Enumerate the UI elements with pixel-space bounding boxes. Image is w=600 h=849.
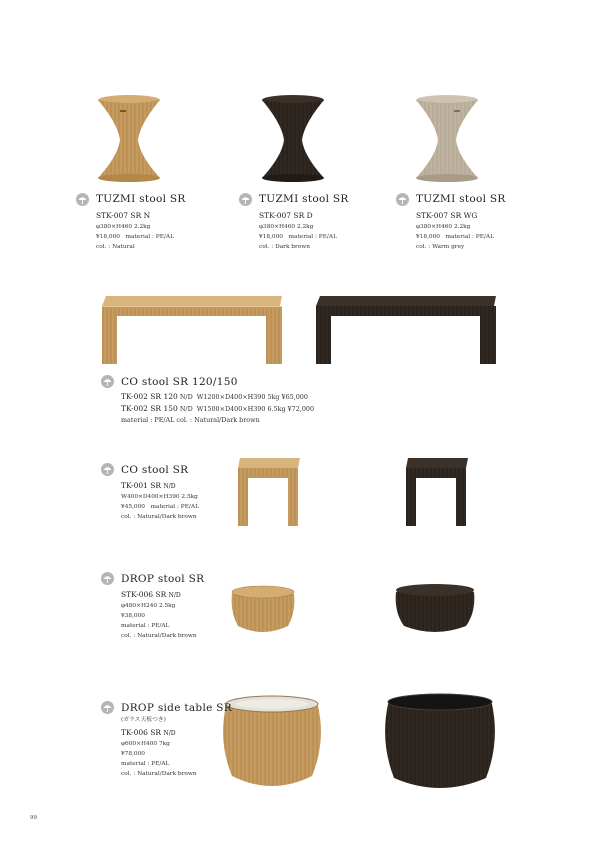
product-specs: φ480×H240 2.5kg ¥38,000 material : PE/AL col. : Natural/Dark brown <box>121 603 197 639</box>
product-specs: φ380×H460 2.2kg ¥18,000 material : PE/AL col. : Dark brown <box>259 224 337 250</box>
product-specs: φ380×H460 2.2kg ¥18,000 material : PE/AL col. : Warm grey <box>416 224 494 250</box>
co-bench-natural-image <box>100 294 285 366</box>
product-code: STK-007 SR N <box>96 211 151 220</box>
drop-stool-natural-image <box>228 582 298 638</box>
product-code: STK-006 SR N/D <box>121 590 181 599</box>
umbrella-outdoor-icon <box>101 375 114 388</box>
product-code: TK-001 SR N/D <box>121 481 176 490</box>
umbrella-outdoor-icon <box>101 463 114 476</box>
umbrella-outdoor-icon <box>101 572 114 585</box>
co-bench-dark-brown-image <box>314 294 499 366</box>
product-title: TUZMI stool SR <box>416 193 506 205</box>
product-code: STK-007 SR WG <box>416 211 478 220</box>
drop-stool-dark-brown-image <box>392 580 478 638</box>
product-title: DROP side table SR <box>121 702 232 714</box>
product-title: CO stool SR <box>121 464 189 476</box>
drop-side-table-dark-brown-image <box>380 690 500 798</box>
drop-side-table-natural-image <box>218 692 326 796</box>
co-stool-dark-brown-image <box>404 456 470 528</box>
product-specs: φ600×H400 7kg ¥78,000 material : PE/AL col. : Natural/Dark brown <box>121 741 197 777</box>
product-title: DROP stool SR <box>121 573 205 585</box>
product-specs: W400×D400×H390 2.5kg ¥45,000 material : PE/AL col. : Natural/Dark brown <box>121 494 199 520</box>
tuzmi-stool-natural-image <box>96 94 162 186</box>
tuzmi-stool-dark-brown-image <box>260 94 326 186</box>
umbrella-outdoor-icon <box>396 193 409 206</box>
umbrella-outdoor-icon <box>101 701 114 714</box>
product-code: STK-007 SR D <box>259 211 313 220</box>
tuzmi-stool-warm-grey-image <box>414 94 480 186</box>
product-title: CO stool SR 120/150 <box>121 376 238 388</box>
product-specs: TK-002 SR 120 N/D W1200×D400×H390 5kg ¥65,000 TK-002 SR 150 N/D W1500×D400×H390 6.5kg ¥72,000 material : PE/AL col. : Natural/Dark brown <box>121 392 315 424</box>
product-code: TK-006 SR N/D <box>121 728 176 737</box>
product-note: (ガラス天板つき) <box>121 717 166 723</box>
page-number: 99 <box>30 815 37 821</box>
umbrella-outdoor-icon <box>239 193 252 206</box>
co-stool-natural-image <box>236 456 302 528</box>
product-title: TUZMI stool SR <box>96 193 186 205</box>
umbrella-outdoor-icon <box>76 193 89 206</box>
product-specs: φ380×H460 2.2kg ¥18,000 material : PE/AL col. : Natural <box>96 224 174 250</box>
product-title: TUZMI stool SR <box>259 193 349 205</box>
